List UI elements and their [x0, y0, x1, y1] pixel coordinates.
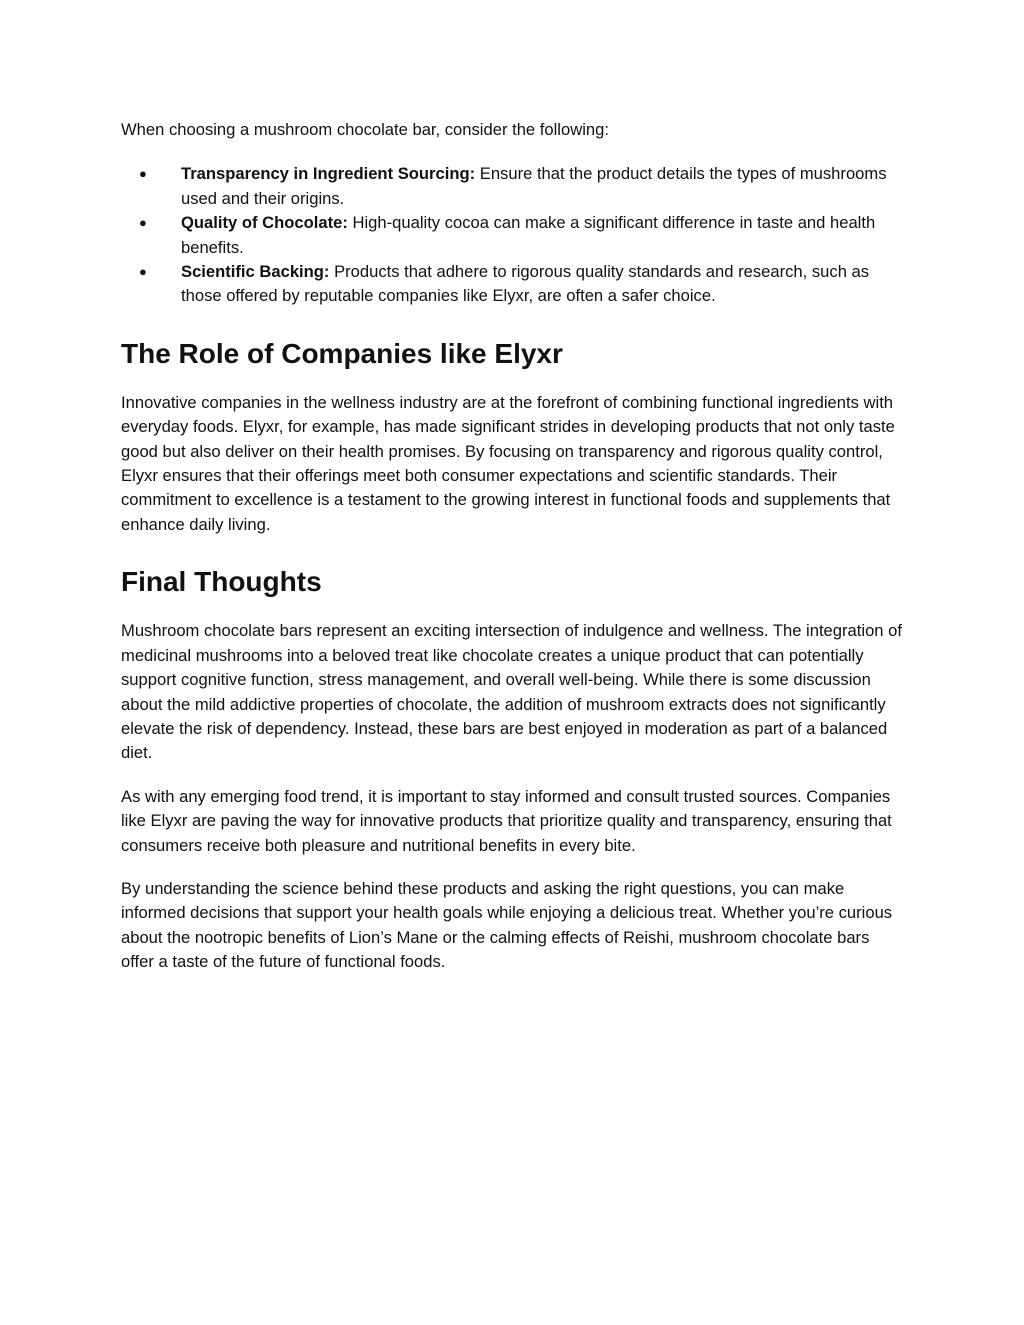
list-item — [121, 162, 906, 211]
list-item — [121, 260, 906, 309]
list-item-term: Quality of Chocolate: — [181, 213, 348, 233]
list-item-text: High-quality cocoa can make a significant difference in taste and health benefits. — [181, 213, 876, 257]
final-paragraph-2: As with any emerging food trend, it is important to stay informed and consult trusted sources. Companies like Elyxr are paving the way for innovative products that prioritize quality and transparency, ensuring that consumers receive both pleasure and nutritional benefits in every bite. — [121, 786, 892, 855]
bullet-icon: ● — [139, 166, 147, 182]
document-page — [121, 118, 906, 994]
bullet-icon: ● — [139, 264, 147, 280]
considerations-list — [121, 162, 906, 308]
list-item-text: Ensure that the product details the types of mushrooms used and their origins. — [181, 164, 887, 208]
section-heading-role-of-companies: The Role of Companies like Elyxr — [121, 337, 563, 369]
list-item-text: Products that adhere to rigorous quality standards and research, such as those offered by reputable companies like Elyxr, are often a safer choice. — [181, 262, 870, 306]
list-item-term: Transparency in Ingredient Sourcing: — [181, 164, 476, 184]
intro-paragraph: When choosing a mushroom chocolate bar, consider the following: — [121, 120, 609, 139]
list-item — [121, 211, 906, 260]
section-heading-final-thoughts: Final Thoughts — [121, 566, 322, 598]
role-paragraph: Innovative companies in the wellness industry are at the forefront of combining functional ingredients with everyday foods. Elyxr, for example, has made significant strides in developing products that not only taste good but also deliver on their health promises. By focusing on transparency and rigorous quality control, Elyxr ensures that their offerings meet both consumer expectations and scientific standards. Their commitment to excellence is a testament to the growing interest in functional foods and supplements that enhance daily living. — [121, 392, 895, 534]
list-item-term: Scientific Backing: — [181, 262, 330, 282]
final-paragraph-1: Mushroom chocolate bars represent an exciting intersection of indulgence and wellness. The integration of medicinal mushrooms into a beloved treat like chocolate creates a unique product that can potentially support cognitive function, stress management, and overall well-being. While there is some discussion about the mild addictive properties of chocolate, the addition of mushroom extracts does not significantly elevate the risk of dependency. Instead, these bars are best enjoyed in moderation as part of a balanced diet. — [121, 621, 902, 763]
final-paragraph-3: By understanding the science behind these products and asking the right questions, you can make informed decisions that support your health goals while enjoying a delicious treat. Whether you’re curious about the nootropic benefits of Lion’s Mane or the calming effects of Reishi, mushroom chocolate bars offer a taste of the future of functional foods. — [121, 878, 893, 972]
bullet-icon: ● — [139, 215, 147, 231]
